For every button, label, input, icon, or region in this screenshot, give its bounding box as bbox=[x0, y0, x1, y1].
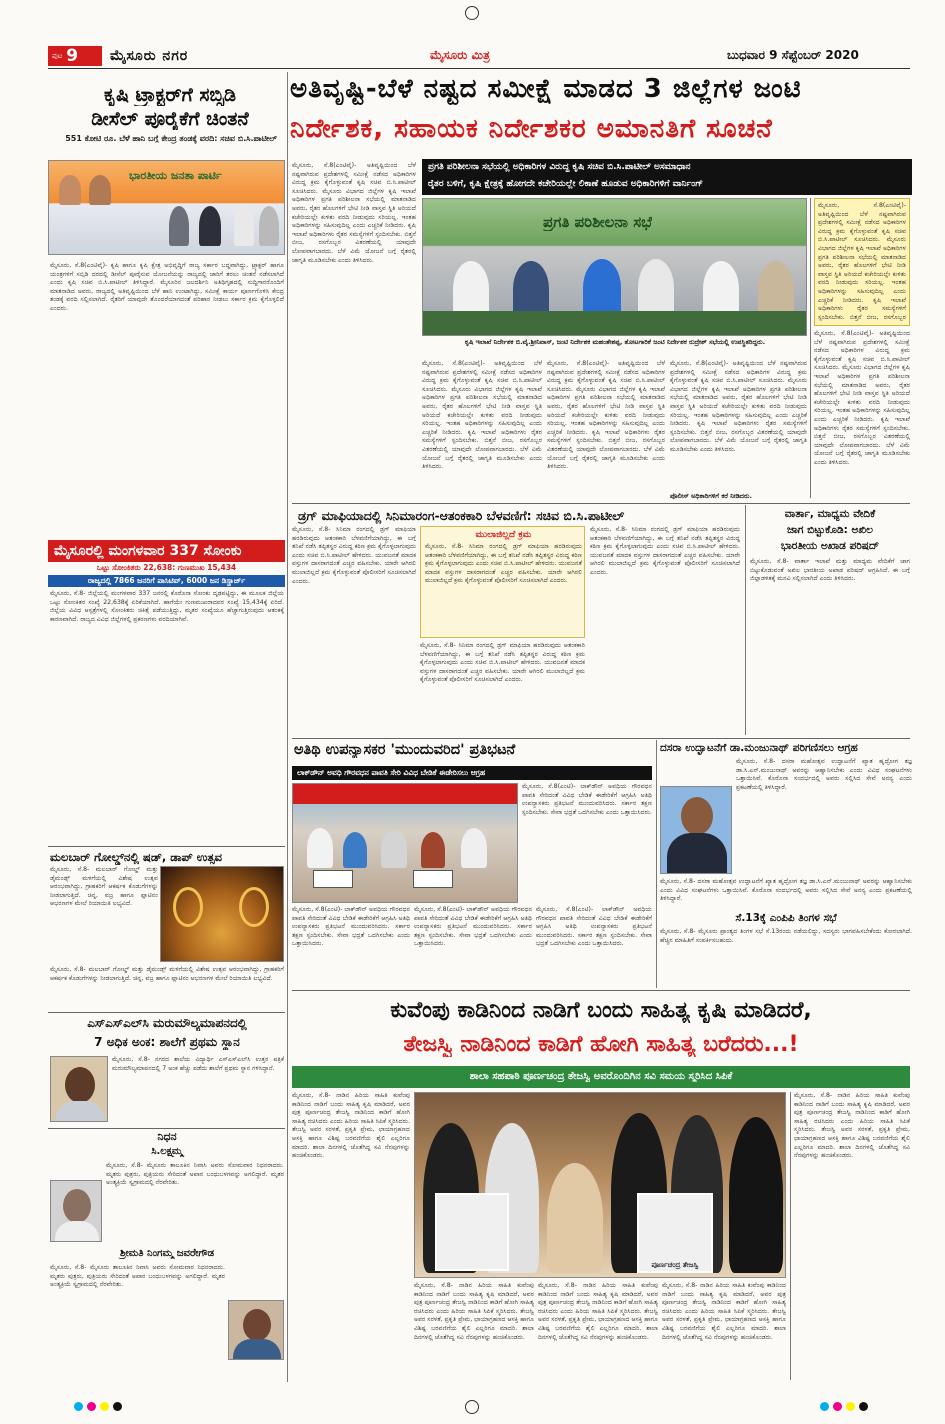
guest-sub-bar bbox=[292, 766, 652, 780]
lead-story-col4: ಮೈಸೂರು, ಸೆ.8(ಎಂಟಿವೈ)- ಅತಿವೃಷ್ಟಿಯಿಂದ ಬೆಳೆ ನಷ್ಟವಾಗಿರುವ ಪ್ರದೇಶಗಳಲ್ಲಿ ಸಮೀಕ್ಷೆ ನಡೆಸದ ಅಧಿಕಾರಿಗಳ ವಿರುದ್ಧ ಕ್ರಮ ಕೈಗೊಳ್ಳುವಂತೆ ಕೃಷಿ ಸಚಿವ ಬಿ.ಸಿ.ಪಾಟೀಲ್ ಸೂಚಿಸಿದರು. ಮೈಸೂರು ವಿಭಾಗದ ಜಿಲ್ಲೆಗಳ ಕೃಷಿ ಇಲಾಖೆ ಅಧಿಕಾರಿಗಳ ಪ್ರಗತಿ ಪರಿಶೀಲನಾ ಸಭೆಯಲ್ಲಿ ಮಾತನಾಡಿದ ಅವರು, ರೈತರ ಹೊಲಗಳಿಗೆ ಭೇಟಿ ನೀಡಿ ವಾಸ್ತವ ಸ್ಥಿತಿ ಅರಿಯದೆ ಕಚೇರಿಯಲ್ಲೇ ಕುಳಿತು ವರದಿ ನೀಡುವುದು ಸರಿಯಲ್ಲ. ಇಂತಹ ಅಧಿಕಾರಿಗಳನ್ನು ಸಹಿಸುವುದಿಲ್ಲ ಎಂದು ಎಚ್ಚರಿಕೆ ನೀಡಿದರು. ಕೃಷಿ ಇಲಾಖೆ ಅಧಿಕಾರಿಗಳು ರೈತರ ಸಮಸ್ಯೆಗಳಿಗೆ ಸ್ಪಂದಿಸಬೇಕು. ಬಿತ್ತನೆ ಬೀಜ, ರಸಗೊಬ್ಬರ ವಿತರಣೆಯಲ್ಲಿ ಯಾವುದೇ ಲೋಪವಾಗಬಾರದು. ಬೆಳೆ ವಿಮೆ ಯೋಜನೆ ಬಗ್ಗೆ ರೈತರಲ್ಲಿ ಜಾಗೃತಿ ಮೂಡಿಸಬೇಕು ಎಂದು ತಿಳಿಸಿದರು. bbox=[670, 360, 807, 453]
covid-stats-1: ಒಟ್ಟು ಸೋಂಕಿತರು 22,638: ಗುಣಮುಖ 15,434 bbox=[96, 563, 237, 572]
drugs-quote-box bbox=[420, 526, 585, 638]
drugs-quote-title: ಮುಲಾಜಿಲ್ಲದೆ ಕ್ರಮ bbox=[475, 530, 532, 540]
lead-bullet-2: ರೈತರ ಬಳಿಗೆ, ಕೃಷಿ ಕ್ಷೇತ್ರಕ್ಕೆ ಹೋಗದೇ ಕಚೇರಿಯಲ್ಲೇ ಲಿಕಾಣೆ ಹೂಡುವ ಅಧಿಕಾರಿಗಳಿಗೆ ವಾರ್ನಿಂಗ್ bbox=[428, 179, 703, 189]
tractor-story: ಮೈಸೂರು, ಸೆ.8(ಎಂಟಿವೈ)- ಕೃಷಿ ಹಾಗೂ ಕೃಷಿ ಕ್ಷೇತ್ರ ಅಭಿವೃದ್ಧಿಗೆ ರಾಜ್ಯ ಸರ್ಕಾರ ಬದ್ಧವಾಗಿದ್ದು, ಟ್ರ್ಯಾಕ್ಟರ್ ಹಾಗೂ ಯಂತ್ರಗಳಿಗೆ ಸಬ್ಸಿಡಿ ದರದಲ್ಲಿ ಡೀಸೆಲ್ ಪೂರೈಸುವ ಯೋಜನೆಯನ್ನು ರಾಜ್ಯದಲ್ಲಿ ಜಾರಿಗೆ ತರಲು ಚಿಂತನೆ ನಡೆಸಲಾಗಿದೆ ಎಂದು ಕೃಷಿ ಸಚಿವ ಬಿ.ಸಿ.ಪಾಟೀಲ್ ತಿಳಿಸಿದ್ದಾರೆ. ಮೈಸೂರಿನ ಜಲದರ್ಶಿನಿ ಅತಿಥಿಗೃಹದಲ್ಲಿ ಸುದ್ದಿಗಾರರೊಂದಿಗೆ ಮಾತನಾಡಿದ ಅವರು, ರಾಜ್ಯದಲ್ಲಿ ಅತಿವೃಷ್ಟಿಯಿಂದ ಬೆಳೆ ಹಾನಿ ಉಂಟಾಗಿದ್ದು, ಸಮೀಕ್ಷೆ ಕಾರ್ಯ ಪೂರ್ಣಗೊಳಿಸಿ ಕೇಂದ್ರ ತಂಡಕ್ಕೆ ವರದಿ ಸಲ್ಲಿಸಲಾಗಿದೆ. ರೈತರಿಗೆ ಯಾವುದೇ ತೊಂದರೆಯಾಗದಂತೆ ಪರಿಹಾರ ನೀಡಲು ಸರ್ಕಾರ ಕ್ರಮ ಕೈಗೊಳ್ಳಲಿದೆ ಎಂದರು. bbox=[50, 262, 284, 312]
color-calibration-bar-left bbox=[74, 1402, 122, 1411]
hatred-headline-3: ಭಾರತೀಯ ಅಖಾಡ ಪರಿಷದ್ bbox=[780, 540, 880, 552]
tractor-subhead: 551 ಕೋಟಿ ರೂ. ಬೆಳೆ ಹಾನಿ ಬಗ್ಗೆ ಕೇಂದ್ರ ತಂಡಕ್ಕೆ ವರದಿ: ಸಚಿವ ಬಿ.ಸಿ.ಪಾಟೀಲ್ bbox=[65, 134, 277, 143]
person-figure bbox=[758, 261, 794, 317]
obituary-body bbox=[233, 1339, 281, 1360]
lead-bullets-bar bbox=[422, 159, 912, 195]
color-calibration-dot-icon bbox=[833, 1402, 842, 1411]
divider bbox=[48, 846, 285, 847]
page-number-badge bbox=[48, 46, 102, 66]
bjp-press-photo bbox=[48, 160, 285, 255]
color-calibration-dot-icon bbox=[859, 1402, 868, 1411]
lead-bullet-1: ಪ್ರಗತಿ ಪರಿಶೀಲನಾ ಸಭೆಯಲ್ಲಿ ಅಧಿಕಾರಿಗಳ ವಿರುದ್ಧ ಕೃಷಿ ಸಚಿವ ಬಿ.ಸಿ.ಪಾಟೀಲ್ ಅಸಮಾಧಾನ bbox=[428, 162, 691, 172]
person-figure bbox=[259, 206, 279, 246]
dasara-story: ಮೈಸೂರು, ಸೆ.8- ದಸರಾ ಮಹೋತ್ಸವ ಉದ್ಘಾಟನೆಗೆ ಖ್ಯಾತ ಹೃದ್ರೋಗ ತಜ್ಞ ಡಾ.ಸಿ.ಎನ್.ಮಂಜುನಾಥ್ ಅವರನ್ನು ಆಹ್ವಾನಿಸಬೇಕು ಎಂದು ವಿವಿಧ ಸಂಘಟನೆಗಳು ಒತ್ತಾಯಿಸಿವೆ. ಕೊರೊನಾ ಸಂದರ್ಭದಲ್ಲಿ ಅವರು ಸಲ್ಲಿಸಿದ ಸೇವೆ ಅನನ್ಯ ಎಂದು ಪ್ರಕಟಣೆಯಲ್ಲಿ ತಿಳಿಸಿದ್ದಾರೆ. bbox=[736, 758, 912, 791]
column-rule bbox=[745, 505, 746, 735]
hatred-headline-2: ಜಾಗ ಬಿಟ್ಟುಕೊಡಿ: ಅಖಿಲ bbox=[787, 524, 873, 536]
color-calibration-dot-icon bbox=[87, 1402, 96, 1411]
drugs-story-col1: ಮೈಸೂರು, ಸೆ.8- ಸಿನಿಮಾ ರಂಗದಲ್ಲಿ ಡ್ರಗ್ ಮಾಫಿಯಾ ಹರಡಿರುವುದು ಆತಂಕಕಾರಿ ಬೆಳವಣಿಗೆಯಾಗಿದ್ದು, ಈ ಬಗ್ಗೆ ತನಿಖೆ ನಡೆಸಿ ತಪ್ಪಿತಸ್ಥರ ವಿರುದ್ಧ ಕಠಿಣ ಕ್ರಮ ಕೈಗೊಳ್ಳಲಾಗುವುದು ಎಂದು ಸಚಿವ ಬಿ.ಸಿ.ಪಾಟೀಲ್ ಹೇಳಿದರು. ಯುವಜನತೆ ಮಾದಕ ವಸ್ತುಗಳ ದಾಸರಾಗದಂತೆ ಎಚ್ಚರ ವಹಿಸಬೇಕು. ಯಾರೇ ಆಗಿರಲಿ ಮುಲಾಜಿಲ್ಲದೆ ಕ್ರಮ ಕೈಗೊಳ್ಳುವಂತೆ ಪೊಲೀಸರಿಗೆ ಸೂಚಿಸಲಾಗಿದೆ ಎಂದರು. bbox=[292, 526, 416, 585]
color-calibration-dot-icon bbox=[74, 1402, 83, 1411]
person-figure bbox=[547, 1163, 603, 1273]
registration-mark-icon bbox=[465, 6, 479, 20]
person-figure bbox=[381, 830, 407, 868]
column-rule bbox=[790, 1092, 791, 1380]
guest-story-col3: ಮೈಸೂರು, ಸೆ.8(ಎಂಟಿ)- ಲಾಕ್‌ಡೌನ್ ಅವಧಿಯ ಗೌರವಧನ ಪಾವತಿ ಸೇರಿದಂತೆ ವಿವಿಧ ಬೇಡಿಕೆ ಈಡೇರಿಕೆಗೆ ಆಗ್ರಹಿಸಿ ಅತಿಥಿ ಉಪನ್ಯಾಸಕರು ಪ್ರತಿಭಟನೆ ಮುಂದುವರಿಸಿದರು. ಸರ್ಕಾರ ತಕ್ಷಣ ಸ್ಪಂದಿಸಬೇಕು. ಸೇವಾ ಭದ್ರತೆ ಒದಗಿಸಬೇಕು ಎಂದು ಒತ್ತಾಯಿಸಿದರು. bbox=[414, 906, 532, 948]
tractor-headline-1: ಕೃಷಿ ಟ್ರ್ಯಾಕ್ಟರ್‌ಗೆ ಸಬ್ಸಿಡಿ bbox=[104, 84, 236, 106]
kuvempu-story-col4: ಮೈಸೂರು, ಸೆ.8- ನಾಡಿನ ಹಿರಿಯ ಸಾಹಿತಿ ಕುವೆಂಪು ಕಾಡಿನಿಂದ ನಾಡಿಗೆ ಬಂದು ಸಾಹಿತ್ಯ ಕೃಷಿ ಮಾಡಿದರೆ, ಅವರ ಪುತ್ರ ಪೂರ್ಣಚಂದ್ರ ತೇಜಸ್ವಿ ನಾಡಿನಿಂದ ಕಾಡಿಗೆ ಹೋಗಿ ಸಾಹಿತ್ಯ ರಚಿಸಿದರು ಎಂದು ಹಿರಿಯ ಸಾಹಿತಿ ಸಿಪಿಕೆ ಸ್ಮರಿಸಿದರು. ತೇಜಸ್ವಿ ಅವರ ಸರಳತೆ, ಪ್ರಕೃತಿ ಪ್ರೇಮ, ಛಾಯಾಗ್ರಹಣದ ಆಸಕ್ತಿ ಹಾಗೂ ವಿಶಿಷ್ಟ ಬರವಣಿಗೆಯ ಶೈಲಿ ಎಲ್ಲರಿಗೂ ಮಾದರಿ. ಶಾಲಾ ದಿನಗಳಲ್ಲಿ ಜೊತೆಗಿದ್ದ ಸವಿ ನೆನಪುಗಳನ್ನು ಹಂಚಿಕೊಂಡರು. bbox=[662, 1282, 786, 1341]
divider bbox=[48, 1128, 285, 1129]
lead-story-endnote: ಪೊಲೀಸ್ ಅಧಿಕಾರಿಗಳಿಗೆ ಕರೆ ನೀಡಿದರು. bbox=[670, 492, 752, 500]
dasara-headline: ದಸರಾ ಉದ್ಘಾಟನೆಗೆ ಡಾ.ಮಂಜುನಾಥ್ ಪರಿಗಣಿಸಲು ಆಗ್ರಹ bbox=[660, 742, 858, 754]
divider bbox=[292, 738, 910, 739]
lead-headline-line1: ಅತಿವೃಷ್ಟಿ-ಬೆಳೆ ನಷ್ಟದ ಸಮೀಕ್ಷೆ ಮಾಡದ 3 ಜಿಲ್ಲೆಗಳ ಜಂಟಿ bbox=[290, 74, 802, 104]
meeting-table bbox=[423, 311, 807, 336]
person-figure bbox=[453, 261, 489, 317]
obituary-title: ನಿಧನ bbox=[157, 1130, 177, 1143]
lead-story-col3: ಮೈಸೂರು, ಸೆ.8(ಎಂಟಿವೈ)- ಅತಿವೃಷ್ಟಿಯಿಂದ ಬೆಳೆ ನಷ್ಟವಾಗಿರುವ ಪ್ರದೇಶಗಳಲ್ಲಿ ಸಮೀಕ್ಷೆ ನಡೆಸದ ಅಧಿಕಾರಿಗಳ ವಿರುದ್ಧ ಕ್ರಮ ಕೈಗೊಳ್ಳುವಂತೆ ಕೃಷಿ ಸಚಿವ ಬಿ.ಸಿ.ಪಾಟೀಲ್ ಸೂಚಿಸಿದರು. ಮೈಸೂರು ವಿಭಾಗದ ಜಿಲ್ಲೆಗಳ ಕೃಷಿ ಇಲಾಖೆ ಅಧಿಕಾರಿಗಳ ಪ್ರಗತಿ ಪರಿಶೀಲನಾ ಸಭೆಯಲ್ಲಿ ಮಾತನಾಡಿದ ಅವರು, ರೈತರ ಹೊಲಗಳಿಗೆ ಭೇಟಿ ನೀಡಿ ವಾಸ್ತವ ಸ್ಥಿತಿ ಅರಿಯದೆ ಕಚೇರಿಯಲ್ಲೇ ಕುಳಿತು ವರದಿ ನೀಡುವುದು ಸರಿಯಲ್ಲ. ಇಂತಹ ಅಧಿಕಾರಿಗಳನ್ನು ಸಹಿಸುವುದಿಲ್ಲ ಎಂದು ಎಚ್ಚರಿಕೆ ನೀಡಿದರು. ಕೃಷಿ ಇಲಾಖೆ ಅಧಿಕಾರಿಗಳು ರೈತರ ಸಮಸ್ಯೆಗಳಿಗೆ ಸ್ಪಂದಿಸಬೇಕು. ಬಿತ್ತನೆ ಬೀಜ, ರಸಗೊಬ್ಬರ ವಿತರಣೆಯಲ್ಲಿ ಯಾವುದೇ ಲೋಪವಾಗಬಾರದು. ಬೆಳೆ ವಿಮೆ ಯೋಜನೆ ಬಗ್ಗೆ ರೈತರಲ್ಲಿ ಜಾಗೃತಿ ಮೂಡಿಸಬೇಕು ಎಂದು ತಿಳಿಸಿದರು. bbox=[547, 360, 665, 471]
page-number: 9 bbox=[66, 46, 79, 66]
bjp-banner-text: ಭಾರತೀಯ ಜನತಾ ಪಾರ್ಟಿ bbox=[129, 169, 222, 182]
column-rule bbox=[656, 740, 657, 988]
drugs-story-col2: ಮೈಸೂರು, ಸೆ.8- ಸಿನಿಮಾ ರಂಗದಲ್ಲಿ ಡ್ರಗ್ ಮಾಫಿಯಾ ಹರಡಿರುವುದು ಆತಂಕಕಾರಿ ಬೆಳವಣಿಗೆಯಾಗಿದ್ದು, ಈ ಬಗ್ಗೆ ತನಿಖೆ ನಡೆಸಿ ತಪ್ಪಿತಸ್ಥರ ವಿರುದ್ಧ ಕಠಿಣ ಕ್ರಮ ಕೈಗೊಳ್ಳಲಾಗುವುದು ಎಂದು ಸಚಿವ ಬಿ.ಸಿ.ಪಾಟೀಲ್ ಹೇಳಿದರು. ಯುವಜನತೆ ಮಾದಕ ವಸ್ತುಗಳ ದಾಸರಾಗದಂತೆ ಎಚ್ಚರ ವಹಿಸಬೇಕು. ಯಾರೇ ಆಗಿರಲಿ ಮುಲಾಜಿಲ್ಲದೆ ಕ್ರಮ ಕೈಗೊಳ್ಳುವಂತೆ ಪೊಲೀಸರಿಗೆ ಸೂಚಿಸಲಾಗಿದೆ ಎಂದರು. bbox=[420, 642, 585, 684]
kuvempu-story-col2: ಮೈಸೂರು, ಸೆ.8- ನಾಡಿನ ಹಿರಿಯ ಸಾಹಿತಿ ಕುವೆಂಪು ಕಾಡಿನಿಂದ ನಾಡಿಗೆ ಬಂದು ಸಾಹಿತ್ಯ ಕೃಷಿ ಮಾಡಿದರೆ, ಅವರ ಪುತ್ರ ಪೂರ್ಣಚಂದ್ರ ತೇಜಸ್ವಿ ನಾಡಿನಿಂದ ಕಾಡಿಗೆ ಹೋಗಿ ಸಾಹಿತ್ಯ ರಚಿಸಿದರು ಎಂದು ಹಿರಿಯ ಸಾಹಿತಿ ಸಿಪಿಕೆ ಸ್ಮರಿಸಿದರು. ತೇಜಸ್ವಿ ಅವರ ಸರಳತೆ, ಪ್ರಕೃತಿ ಪ್ರೇಮ, ಛಾಯಾಗ್ರಹಣದ ಆಸಕ್ತಿ ಹಾಗೂ ವಿಶಿಷ್ಟ ಬರವಣಿಗೆಯ ಶೈಲಿ ಎಲ್ಲರಿಗೂ ಮಾದರಿ. ಶಾಲಾ ದಿನಗಳಲ್ಲಿ ಜೊತೆಗಿದ್ದ ಸವಿ ನೆನಪುಗಳನ್ನು ಹಂಚಿಕೊಂಡರು. bbox=[414, 1282, 534, 1341]
obituary-2-photo bbox=[228, 1300, 284, 1360]
kuvempu-story-col3: ಮೈಸೂರು, ಸೆ.8- ನಾಡಿನ ಹಿರಿಯ ಸಾಹಿತಿ ಕುವೆಂಪು ಕಾಡಿನಿಂದ ನಾಡಿಗೆ ಬಂದು ಸಾಹಿತ್ಯ ಕೃಷಿ ಮಾಡಿದರೆ, ಅವರ ಪುತ್ರ ಪೂರ್ಣಚಂದ್ರ ತೇಜಸ್ವಿ ನಾಡಿನಿಂದ ಕಾಡಿಗೆ ಹೋಗಿ ಸಾಹಿತ್ಯ ರಚಿಸಿದರು ಎಂದು ಹಿರಿಯ ಸಾಹಿತಿ ಸಿಪಿಕೆ ಸ್ಮರಿಸಿದರು. ತೇಜಸ್ವಿ ಅವರ ಸರಳತೆ, ಪ್ರಕೃತಿ ಪ್ರೇಮ, ಛಾಯಾಗ್ರಹಣದ ಆಸಕ್ತಿ ಹಾಗೂ ವಿಶಿಷ್ಟ ಬರವಣಿಗೆಯ ಶೈಲಿ ಎಲ್ಲರಿಗೂ ಮಾದರಿ. ಶಾಲಾ ದಿನಗಳಲ್ಲಿ ಜೊತೆಗಿದ್ದ ಸವಿ ನೆನಪುಗಳನ್ನು ಹಂಚಿಕೊಂಡರು. bbox=[538, 1282, 658, 1341]
kuvempu-headline-2: ತೇಜಸ್ವಿ ನಾಡಿನಿಂದ ಕಾಡಿಗೆ ಹೋಗಿ ಸಾಹಿತ್ಯ ಬರೆದರು...! bbox=[403, 1032, 799, 1057]
person-figure bbox=[513, 261, 549, 317]
obituary-1-photo bbox=[50, 1180, 102, 1242]
section-title: ಮೈಸೂರು ನಗರ bbox=[110, 48, 189, 64]
person-figure bbox=[169, 206, 189, 246]
jewellery-piece bbox=[239, 887, 269, 927]
person-figure bbox=[59, 175, 81, 205]
person-figure bbox=[729, 1117, 783, 1273]
meeting-headline: ಸೆ.13ಕ್ಕೆ ಎಂಪಿಪಿ ತಿಂಗಳ ಸಭೆ bbox=[735, 912, 837, 924]
doctor-face bbox=[681, 797, 713, 835]
divider bbox=[292, 503, 910, 504]
lead-photo-caption: ಕೃಷಿ ಇಲಾಖೆ ನಿರ್ದೇಶಕ ಬಿ.ವೈ.ಶ್ರೀನಿವಾಸ್, ಜಂಟಿ ನಿರ್ದೇಶಕ ಮಹಂತೇಶಪ್ಪ, ತೋಟಗಾರಿಕೆ ಜಂಟಿ ನಿರ್ದೇಶಕ ರುದ್ರೇಶ್ ಸಭೆಯಲ್ಲಿ ಉಪಸ್ಥಿತರಿದ್ದರು. bbox=[464, 338, 766, 346]
paper-name: ಮೈಸೂರು ಮಿತ್ರ bbox=[430, 48, 490, 62]
protest-banner bbox=[293, 784, 518, 804]
covid-stats-2: ರಾಜ್ಯದಲ್ಲಿ 7866 ಜನರಿಗೆ ಪಾಸಿಟಿವ್, 6000 ಜನ ಡಿಸ್ಚಾರ್ಜ್ bbox=[48, 575, 285, 587]
tejasvi-event-photo bbox=[414, 1092, 786, 1278]
hatred-story: ಮೈಸೂರು, ಸೆ.8- ವಾರ್ತಾ ಇಲಾಖೆ ಮತ್ತು ಮಾಧ್ಯಮ ವೇದಿಕೆಗೆ ಜಾಗ ಬಿಟ್ಟುಕೊಡುವಂತೆ ಅಖಿಲ ಭಾರತೀಯ ಅಖಾಡ ಪರಿಷದ್ ಆಗ್ರಹಿಸಿದೆ. ಈ ಬಗ್ಗೆ ಜಿಲ್ಲಾಡಳಿತಕ್ಕೆ ಮನವಿ ಸಲ್ಲಿಸಲಾಗಿದೆ ಎಂದು ತಿಳಿಸಿದರು. bbox=[750, 558, 910, 583]
masthead bbox=[0, 0, 945, 66]
guest-story-col1: ಮೈಸೂರು, ಸೆ.8(ಎಂಟಿ)- ಲಾಕ್‌ಡೌನ್ ಅವಧಿಯ ಗೌರವಧನ ಪಾವತಿ ಸೇರಿದಂತೆ ವಿವಿಧ ಬೇಡಿಕೆ ಈಡೇರಿಕೆಗೆ ಆಗ್ರಹಿಸಿ ಅತಿಥಿ ಉಪನ್ಯಾಸಕರು ಪ್ರತಿಭಟನೆ ಮುಂದುವರಿಸಿದರು. ಸರ್ಕಾರ ತಕ್ಷಣ ಸ್ಪಂದಿಸಬೇಕು. ಸೇವಾ ಭದ್ರತೆ ಒದಗಿಸಬೇಕು ಎಂದು ಒತ್ತಾಯಿಸಿದರು. bbox=[522, 783, 652, 816]
column-rule bbox=[810, 198, 811, 498]
sslc-story: ಮೈಸೂರು, ಸೆ.8- ನಗರದ ಶಾಲೆಯ ವಿದ್ಯಾರ್ಥಿ ಎಸ್‌ಎಸ್‌ಎಲ್‌ಸಿ ಉತ್ತರ ಪತ್ರಿಕೆ ಮರುಮೌಲ್ಯಮಾಪನದಲ್ಲಿ 7 ಅಂಕ ಹೆಚ್ಚು ಪಡೆದು ಶಾಲೆಗೆ ಪ್ರಥಮ ಸ್ಥಾನ ಗಳಿಸಿದ್ದಾನೆ. bbox=[112, 1056, 284, 1072]
obituary-2-name: ಶ್ರೀಮತಿ ನಿಂಗಮ್ಮ ಜವರೇಗೌಡ bbox=[119, 1248, 215, 1259]
malabar-story-cont: ಮೈಸೂರು, ಸೆ.8- ಮಲಬಾರ್ ಗೋಲ್ಡ್ ಮತ್ತು ಡೈಮಂಡ್ಸ್ ಮಳಿಗೆಯಲ್ಲಿ ವಿಶೇಷ ಉತ್ಸವ ಆರಂಭವಾಗಿದ್ದು, ಗ್ರಾಹಕರಿಗೆ ಆಕರ್ಷಕ ಕೊಡುಗೆಗಳನ್ನು ನೀಡಲಾಗುತ್ತಿದೆ. ಚಿನ್ನ, ವಜ್ರ ಹಾಗೂ ಪ್ಲಾಟಿನಂ ಆಭರಣಗಳ ಮೇಲೆ ರಿಯಾಯಿತಿ ಲಭ್ಯವಿದೆ. bbox=[50, 966, 284, 982]
lead-story-col2: ಮೈಸೂರು, ಸೆ.8(ಎಂಟಿವೈ)- ಅತಿವೃಷ್ಟಿಯಿಂದ ಬೆಳೆ ನಷ್ಟವಾಗಿರುವ ಪ್ರದೇಶಗಳಲ್ಲಿ ಸಮೀಕ್ಷೆ ನಡೆಸದ ಅಧಿಕಾರಿಗಳ ವಿರುದ್ಧ ಕ್ರಮ ಕೈಗೊಳ್ಳುವಂತೆ ಕೃಷಿ ಸಚಿವ ಬಿ.ಸಿ.ಪಾಟೀಲ್ ಸೂಚಿಸಿದರು. ಮೈಸೂರು ವಿಭಾಗದ ಜಿಲ್ಲೆಗಳ ಕೃಷಿ ಇಲಾಖೆ ಅಧಿಕಾರಿಗಳ ಪ್ರಗತಿ ಪರಿಶೀಲನಾ ಸಭೆಯಲ್ಲಿ ಮಾತನಾಡಿದ ಅವರು, ರೈತರ ಹೊಲಗಳಿಗೆ ಭೇಟಿ ನೀಡಿ ವಾಸ್ತವ ಸ್ಥಿತಿ ಅರಿಯದೆ ಕಚೇರಿಯಲ್ಲೇ ಕುಳಿತು ವರದಿ ನೀಡುವುದು ಸರಿಯಲ್ಲ. ಇಂತಹ ಅಧಿಕಾರಿಗಳನ್ನು ಸಹಿಸುವುದಿಲ್ಲ ಎಂದು ಎಚ್ಚರಿಕೆ ನೀಡಿದರು. ಕೃಷಿ ಇಲಾಖೆ ಅಧಿಕಾರಿಗಳು ರೈತರ ಸಮಸ್ಯೆಗಳಿಗೆ ಸ್ಪಂದಿಸಬೇಕು. ಬಿತ್ತನೆ ಬೀಜ, ರಸಗೊಬ್ಬರ ವಿತರಣೆಯಲ್ಲಿ ಯಾವುದೇ ಲೋಪವಾಗಬಾರದು. ಬೆಳೆ ವಿಮೆ ಯೋಜನೆ ಬಗ್ಗೆ ರೈತರಲ್ಲಿ ಜಾಗೃತಿ ಮೂಡಿಸಬೇಕು ಎಂದು ತಿಳಿಸಿದರು. bbox=[422, 360, 542, 471]
lead-story-col5: ಮೈಸೂರು, ಸೆ.8(ಎಂಟಿವೈ)- ಅತಿವೃಷ್ಟಿಯಿಂದ ಬೆಳೆ ನಷ್ಟವಾಗಿರುವ ಪ್ರದೇಶಗಳಲ್ಲಿ ಸಮೀಕ್ಷೆ ನಡೆಸದ ಅಧಿಕಾರಿಗಳ ವಿರುದ್ಧ ಕ್ರಮ ಕೈಗೊಳ್ಳುವಂತೆ ಕೃಷಿ ಸಚಿವ ಬಿ.ಸಿ.ಪಾಟೀಲ್ ಸೂಚಿಸಿದರು. ಮೈಸೂರು ವಿಭಾಗದ ಜಿಲ್ಲೆಗಳ ಕೃಷಿ ಇಲಾಖೆ ಅಧಿಕಾರಿಗಳ ಪ್ರಗತಿ ಪರಿಶೀಲನಾ ಸಭೆಯಲ್ಲಿ ಮಾತನಾಡಿದ ಅವರು, ರೈತರ ಹೊಲಗಳಿಗೆ ಭೇಟಿ ನೀಡಿ ವಾಸ್ತವ ಸ್ಥಿತಿ ಅರಿಯದೆ ಕಚೇರಿಯಲ್ಲೇ ಕುಳಿತು ವರದಿ ನೀಡುವುದು ಸರಿಯಲ್ಲ. ಇಂತಹ ಅಧಿಕಾರಿಗಳನ್ನು ಸಹಿಸುವುದಿಲ್ಲ ಎಂದು ಎಚ್ಚರಿಕೆ ನೀಡಿದರು. ಕೃಷಿ ಇಲಾಖೆ ಅಧಿಕಾರಿಗಳು ರೈತರ ಸಮಸ್ಯೆಗಳಿಗೆ ಸ್ಪಂದಿಸಬೇಕು. ಬಿತ್ತನೆ ಬೀಜ, ರಸಗೊಬ್ಬರ ವಿತರಣೆಯಲ್ಲಿ ಯಾವುದೇ ಲೋಪವಾಗಬಾರದು. ಬೆಳೆ ವಿಮೆ ಯೋಜನೆ ಬಗ್ಗೆ ರೈತರಲ್ಲಿ ಜಾಗೃತಿ ಮೂಡಿಸಬೇಕು ಎಂದು ತಿಳಿಸಿದರು. bbox=[814, 330, 910, 466]
jewellery-piece bbox=[173, 887, 203, 927]
portrait-frame bbox=[435, 1193, 509, 1271]
person-figure bbox=[638, 259, 674, 317]
divider bbox=[292, 990, 910, 991]
column-rule bbox=[287, 72, 288, 1382]
covid-headline: ಮೈಸೂರಲ್ಲಿ ಮಂಗಳವಾರ 337 ಸೋಂಕು bbox=[54, 543, 242, 559]
malabar-headline: ಮಲಬಾರ್ ಗೋಲ್ಡ್‌ನಲ್ಲಿ ಷಡ್, ಡಾಪ್ ಉತ್ಸವ bbox=[50, 850, 222, 864]
obituary-1-name: ಸಿ.ಲಕ್ಷ್ಮಮ್ಮ bbox=[151, 1146, 183, 1157]
sslc-headline-1: ಎಸ್‌ಎಸ್‌ಎಲ್‌ಸಿ ಮರುಮೌಲ್ಯಮಾಪನದಲ್ಲಿ bbox=[87, 1016, 247, 1030]
lead-highlight-box bbox=[814, 198, 910, 326]
drugs-headline: ಡ್ರಗ್ ಮಾಫಿಯಾದಲ್ಲಿ ಸಿನಿಮಾರಂಗ-ಆತಂಕಕಾರಿ ಬೆಳವಣಿಗೆ: ಸಚಿವ ಬಿ.ಸಿ.ಪಾಟೀಲ್ bbox=[298, 508, 625, 523]
person-figure bbox=[583, 259, 621, 317]
jewellery-photo bbox=[160, 866, 284, 962]
kuvempu-story-col5: ಮೈಸೂರು, ಸೆ.8- ನಾಡಿನ ಹಿರಿಯ ಸಾಹಿತಿ ಕುವೆಂಪು ಕಾಡಿನಿಂದ ನಾಡಿಗೆ ಬಂದು ಸಾಹಿತ್ಯ ಕೃಷಿ ಮಾಡಿದರೆ, ಅವರ ಪುತ್ರ ಪೂರ್ಣಚಂದ್ರ ತೇಜಸ್ವಿ ನಾಡಿನಿಂದ ಕಾಡಿಗೆ ಹೋಗಿ ಸಾಹಿತ್ಯ ರಚಿಸಿದರು ಎಂದು ಹಿರಿಯ ಸಾಹಿತಿ ಸಿಪಿಕೆ ಸ್ಮರಿಸಿದರು. ತೇಜಸ್ವಿ ಅವರ ಸರಳತೆ, ಪ್ರಕೃತಿ ಪ್ರೇಮ, ಛಾಯಾಗ್ರಹಣದ ಆಸಕ್ತಿ ಹಾಗೂ ವಿಶಿಷ್ಟ ಬರವಣಿಗೆಯ ಶೈಲಿ ಎಲ್ಲರಿಗೂ ಮಾದರಿ. ಶಾಲಾ ದಿನಗಳಲ್ಲಿ ಜೊತೆಗಿದ್ದ ಸವಿ ನೆನಪುಗಳನ್ನು ಹಂಚಿಕೊಂಡರು. bbox=[794, 1092, 910, 1160]
protest-placard bbox=[313, 870, 353, 888]
person-figure bbox=[343, 832, 367, 868]
issue-date: ಬುಧವಾರ 9 ಸೆಪ್ಟೆಂಬರ್ 2020 bbox=[727, 48, 859, 62]
person-figure bbox=[89, 175, 111, 205]
color-calibration-dot-icon bbox=[820, 1402, 829, 1411]
student-face bbox=[65, 1067, 95, 1103]
color-calibration-dot-icon bbox=[113, 1402, 122, 1411]
obituary-face bbox=[243, 1309, 271, 1341]
masthead-rule bbox=[48, 68, 910, 69]
kuvempu-story-col1: ಮೈಸೂರು, ಸೆ.8- ನಾಡಿನ ಹಿರಿಯ ಸಾಹಿತಿ ಕುವೆಂಪು ಕಾಡಿನಿಂದ ನಾಡಿಗೆ ಬಂದು ಸಾಹಿತ್ಯ ಕೃಷಿ ಮಾಡಿದರೆ, ಅವರ ಪುತ್ರ ಪೂರ್ಣಚಂದ್ರ ತೇಜಸ್ವಿ ನಾಡಿನಿಂದ ಕಾಡಿಗೆ ಹೋಗಿ ಸಾಹಿತ್ಯ ರಚಿಸಿದರು ಎಂದು ಹಿರಿಯ ಸಾಹಿತಿ ಸಿಪಿಕೆ ಸ್ಮರಿಸಿದರು. ತೇಜಸ್ವಿ ಅವರ ಸರಳತೆ, ಪ್ರಕೃತಿ ಪ್ರೇಮ, ಛಾಯಾಗ್ರಹಣದ ಆಸಕ್ತಿ ಹಾಗೂ ವಿಶಿಷ್ಟ ಬರವಣಿಗೆಯ ಶೈಲಿ ಎಲ್ಲರಿಗೂ ಮಾದರಿ. ಶಾಲಾ ದಿನಗಳಲ್ಲಿ ಜೊತೆಗಿದ್ದ ಸವಿ ನೆನಪುಗಳನ್ನು ಹಂಚಿಕೊಂಡರು. bbox=[292, 1092, 410, 1160]
person-figure bbox=[234, 206, 254, 246]
page-label: ಪುಟ bbox=[52, 51, 63, 60]
person-figure bbox=[421, 832, 445, 868]
protest-placard bbox=[413, 870, 453, 888]
guest-subhead: ಲಾಕ್‌ಡೌನ್ ಅವಧಿ ಗೌರವಧನ ಪಾವತಿ ಸೇರಿ ವಿವಿಧ ಬೇಡಿಕೆ ಈಡೇರಿಸಲು ಆಗ್ರಹ bbox=[297, 768, 486, 777]
protest-photo bbox=[292, 783, 518, 903]
divider bbox=[48, 1012, 285, 1013]
person-figure bbox=[461, 828, 487, 868]
guest-story-col4: ಮೈಸೂರು, ಸೆ.8(ಎಂಟಿ)- ಲಾಕ್‌ಡೌನ್ ಅವಧಿಯ ಗೌರವಧನ ಪಾವತಿ ಸೇರಿದಂತೆ ವಿವಿಧ ಬೇಡಿಕೆ ಈಡೇರಿಕೆಗೆ ಆಗ್ರಹಿಸಿ ಅತಿಥಿ ಉಪನ್ಯಾಸಕರು ಪ್ರತಿಭಟನೆ ಮುಂದುವರಿಸಿದರು. ಸರ್ಕಾರ ತಕ್ಷಣ ಸ್ಪಂದಿಸಬೇಕು. ಸೇವಾ ಭದ್ರತೆ ಒದಗಿಸಬೇಕು ಎಂದು ಒತ್ತಾಯಿಸಿದರು. bbox=[536, 906, 652, 948]
guest-headline: ಅತಿಥಿ ಉಪನ್ಯಾಸಕರ 'ಮುಂದುವರಿದ' ಪ್ರತಿಭಟನೆ bbox=[294, 742, 516, 758]
lead-highlight-text: ಮೈಸೂರು, ಸೆ.8(ಎಂಟಿವೈ)- ಅತಿವೃಷ್ಟಿಯಿಂದ ಬೆಳೆ ನಷ್ಟವಾಗಿರುವ ಪ್ರದೇಶಗಳಲ್ಲಿ ಸಮೀಕ್ಷೆ ನಡೆಸದ ಅಧಿಕಾರಿಗಳ ವಿರುದ್ಧ ಕ್ರಮ ಕೈಗೊಳ್ಳುವಂತೆ ಕೃಷಿ ಸಚಿವ ಬಿ.ಸಿ.ಪಾಟೀಲ್ ಸೂಚಿಸಿದರು. ಮೈಸೂರು ವಿಭಾಗದ ಜಿಲ್ಲೆಗಳ ಕೃಷಿ ಇಲಾಖೆ ಅಧಿಕಾರಿಗಳ ಪ್ರಗತಿ ಪರಿಶೀಲನಾ ಸಭೆಯಲ್ಲಿ ಮಾತನಾಡಿದ ಅವರು, ರೈತರ ಹೊಲಗಳಿಗೆ ಭೇಟಿ ನೀಡಿ ವಾಸ್ತವ ಸ್ಥಿತಿ ಅರಿಯದೆ ಕಚೇರಿಯಲ್ಲೇ ಕುಳಿತು ವರದಿ ನೀಡುವುದು ಸರಿಯಲ್ಲ. ಇಂತಹ ಅಧಿಕಾರಿಗಳನ್ನು ಸಹಿಸುವುದಿಲ್ಲ ಎಂದು ಎಚ್ಚರಿಕೆ ನೀಡಿದರು. ಕೃಷಿ ಇಲಾಖೆ ಅಧಿಕಾರಿಗಳು ರೈತರ ಸಮಸ್ಯೆಗಳಿಗೆ ಸ್ಪಂದಿಸಬೇಕು. ಬಿತ್ತನೆ ಬೀಜ, ರಸಗೊಬ್ಬರ bbox=[818, 202, 906, 321]
portrait-caption: ಪೂರ್ಣಚಂದ್ರ ತೇಜಸ್ವಿ bbox=[651, 1261, 699, 1269]
obituary-1-text: ಮೈಸೂರು, ಸೆ.8- ಮೈಸೂರು ತಾಲೂಕಿನ ನಿವಾಸಿ ಅವರು ಸೋಮವಾರ ನಿಧನರಾದರು. ಮೃತರು ಪುತ್ರರು, ಪುತ್ರಿಯರು ಸೇರಿದಂತೆ ಅಪಾರ ಬಂಧುಬಳಗವನ್ನು ಅಗಲಿದ್ದಾರೆ. ಮೃತರ ಅಂತ್ಯಕ್ರಿಯೆ ಸ್ವಗ್ರಾಮದಲ್ಲಿ ನೆರವೇರಿತು. bbox=[106, 1162, 284, 1187]
obituary-face bbox=[63, 1189, 91, 1223]
kuvempu-strip-text: ಶಾಲಾ ಸಹಪಾಠಿ ಪೂರ್ಣಚಂದ್ರ ತೇಜಸ್ವಿ ಅವರೊಂದಿಗಿನ ಸವಿ ಸಮಯ ಸ್ಮರಿಸಿದ ಸಿಪಿಕೆ bbox=[469, 1071, 733, 1082]
obituary-body bbox=[55, 1221, 99, 1242]
hatred-headline-1: ವಾರ್ತಾ, ಮಾಧ್ಯಮ ವೇದಿಕೆ bbox=[784, 508, 876, 520]
lead-meeting-photo bbox=[422, 198, 807, 336]
student-photo bbox=[50, 1056, 108, 1122]
meeting-banner-text: ಪ್ರಗತಿ ಪರಿಶೀಲನಾ ಸಭೆ bbox=[543, 213, 653, 231]
doctor-coat bbox=[667, 833, 727, 874]
color-calibration-bar-right bbox=[820, 1402, 868, 1411]
person-figure bbox=[199, 206, 221, 246]
color-calibration-dot-icon bbox=[100, 1402, 109, 1411]
kuvempu-headline-1: ಕುವೆಂಪು ಕಾಡಿನಿಂದ ನಾಡಿಗೆ ಬಂದು ಸಾಹಿತ್ಯ ಕೃಷಿ ಮಾಡಿದರೆ, bbox=[390, 998, 812, 1023]
meeting-story: ಮೈಸೂರು, ಸೆ.8- ಮೈಸೂರು ಪ್ರಾಂತ್ಯದ ತಿಂಗಳ ಸಭೆ ಸೆ.13ರಂದು ನಡೆಯಲಿದ್ದು, ಸದಸ್ಯರು ಭಾಗವಹಿಸಬೇಕೆಂದು ಕೋರಲಾಗಿದೆ. ಹೆಚ್ಚಿನ ಮಾಹಿತಿಗೆ ಸಂಪರ್ಕಿಸಬಹುದು. bbox=[660, 928, 912, 944]
color-calibration-dot-icon bbox=[846, 1402, 855, 1411]
malabar-story: ಮೈಸೂರು, ಸೆ.8- ಮಲಬಾರ್ ಗೋಲ್ಡ್ ಮತ್ತು ಡೈಮಂಡ್ಸ್ ಮಳಿಗೆಯಲ್ಲಿ ವಿಶೇಷ ಉತ್ಸವ ಆರಂಭವಾಗಿದ್ದು, ಗ್ರಾಹಕರಿಗೆ ಆಕರ್ಷಕ ಕೊಡುಗೆಗಳನ್ನು ನೀಡಲಾಗುತ್ತಿದೆ. ಚಿನ್ನ, ವಜ್ರ ಹಾಗೂ ಪ್ಲಾಟಿನಂ ಆಭರಣಗಳ ಮೇಲೆ ರಿಯಾಯಿತಿ ಲಭ್ಯವಿದೆ. bbox=[50, 866, 158, 908]
covid-headline-bar bbox=[48, 540, 285, 562]
covid-story: ಮೈಸೂರು, ಸೆ.8- ಜಿಲ್ಲೆಯಲ್ಲಿ ಮಂಗಳವಾರ 337 ಜನರಲ್ಲಿ ಕೊರೊನಾ ಸೋಂಕು ದೃಢಪಟ್ಟಿದ್ದು, ಈ ಮೂಲಕ ಜಿಲ್ಲೆಯ ಒಟ್ಟು ಸೋಂಕಿತರ ಸಂಖ್ಯೆ 22,638ಕ್ಕೆ ಏರಿಕೆಯಾಗಿದೆ. ಹಾಗೆಯೇ ಗುಣಮುಖರಾದವರ ಸಂಖ್ಯೆ 15,434ಕ್ಕೆ ಏರಿದೆ. ಜಿಲ್ಲೆಯ ವಿವಿಧ ಆಸ್ಪತ್ರೆಗಳಲ್ಲಿ ಸೋಂಕಿತರು ಚಿಕಿತ್ಸೆ ಪಡೆಯುತ್ತಿದ್ದು, ಮೃತರ ಸಂಖ್ಯೆಯೂ ಹೆಚ್ಚಾಗುತ್ತಿರುವುದು ಆತಂಕಕ್ಕೆ ಕಾರಣವಾಗಿದೆ. ರಾಜ್ಯದ ವಿವಿಧ ಜಿಲ್ಲೆಗಳಲ್ಲಿ ಪ್ರಕರಣಗಳು ವರದಿಯಾಗಿವೆ. bbox=[50, 590, 284, 623]
guest-story-col2: ಮೈಸೂರು, ಸೆ.8(ಎಂಟಿ)- ಲಾಕ್‌ಡೌನ್ ಅವಧಿಯ ಗೌರವಧನ ಪಾವತಿ ಸೇರಿದಂತೆ ವಿವಿಧ ಬೇಡಿಕೆ ಈಡೇರಿಕೆಗೆ ಆಗ್ರಹಿಸಿ ಅತಿಥಿ ಉಪನ್ಯಾಸಕರು ಪ್ರತಿಭಟನೆ ಮುಂದುವರಿಸಿದರು. ಸರ್ಕಾರ ತಕ್ಷಣ ಸ್ಪಂದಿಸಬೇಕು. ಸೇವಾ ಭದ್ರತೆ ಒದಗಿಸಬೇಕು ಎಂದು ಒತ್ತಾಯಿಸಿದರು. bbox=[292, 906, 410, 948]
kuvempu-strip bbox=[292, 1066, 910, 1088]
person-figure bbox=[307, 828, 333, 868]
sslc-headline-2: 7 ಅಧಿಕ ಅಂಕ: ಶಾಲೆಗೆ ಪ್ರಥಮ ಸ್ಥಾನ bbox=[94, 1035, 240, 1049]
lead-story-col1: ಮೈಸೂರು, ಸೆ.8(ಎಂಟಿವೈ)- ಅತಿವೃಷ್ಟಿಯಿಂದ ಬೆಳೆ ನಷ್ಟವಾಗಿರುವ ಪ್ರದೇಶಗಳಲ್ಲಿ ಸಮೀಕ್ಷೆ ನಡೆಸದ ಅಧಿಕಾರಿಗಳ ವಿರುದ್ಧ ಕ್ರಮ ಕೈಗೊಳ್ಳುವಂತೆ ಕೃಷಿ ಸಚಿವ ಬಿ.ಸಿ.ಪಾಟೀಲ್ ಸೂಚಿಸಿದರು. ಮೈಸೂರು ವಿಭಾಗದ ಜಿಲ್ಲೆಗಳ ಕೃಷಿ ಇಲಾಖೆ ಅಧಿಕಾರಿಗಳ ಪ್ರಗತಿ ಪರಿಶೀಲನಾ ಸಭೆಯಲ್ಲಿ ಮಾತನಾಡಿದ ಅವರು, ರೈತರ ಹೊಲಗಳಿಗೆ ಭೇಟಿ ನೀಡಿ ವಾಸ್ತವ ಸ್ಥಿತಿ ಅರಿಯದೆ ಕಚೇರಿಯಲ್ಲೇ ಕುಳಿತು ವರದಿ ನೀಡುವುದು ಸರಿಯಲ್ಲ. ಇಂತಹ ಅಧಿಕಾರಿಗಳನ್ನು ಸಹಿಸುವುದಿಲ್ಲ ಎಂದು ಎಚ್ಚರಿಕೆ ನೀಡಿದರು. ಕೃಷಿ ಇಲಾಖೆ ಅಧಿಕಾರಿಗಳು ರೈತರ ಸಮಸ್ಯೆಗಳಿಗೆ ಸ್ಪಂದಿಸಬೇಕು. ಬಿತ್ತನೆ ಬೀಜ, ರಸಗೊಬ್ಬರ ವಿತರಣೆಯಲ್ಲಿ ಯಾವುದೇ ಲೋಪವಾಗಬಾರದು. ಬೆಳೆ ವಿಮೆ ಯೋಜನೆ ಬಗ್ಗೆ ರೈತರಲ್ಲಿ ಜಾಗೃತಿ ಮೂಡಿಸಬೇಕು ಎಂದು ತಿಳಿಸಿದರು. bbox=[292, 162, 416, 264]
obituary-2-text: ಮೈಸೂರು, ಸೆ.8- ಮೈಸೂರು ತಾಲೂಕಿನ ನಿವಾಸಿ ಅವರು ಸೋಮವಾರ ನಿಧನರಾದರು. ಮೃತರು ಪುತ್ರರು, ಪುತ್ರಿಯರು ಸೇರಿದಂತೆ ಅಪಾರ ಬಂಧುಬಳಗವನ್ನು ಅಗಲಿದ್ದಾರೆ. ಮೃತರ ಅಂತ್ಯಕ್ರಿಯೆ ಸ್ವಗ್ರಾಮದಲ್ಲಿ ನೆರವೇರಿತು. bbox=[50, 1264, 225, 1289]
tractor-headline-2: ಡೀಸೆಲ್ ಪೂರೈಕೆಗೆ ಚಿಂತನೆ bbox=[91, 108, 249, 130]
dasara-story-cont: ಮೈಸೂರು, ಸೆ.8- ದಸರಾ ಮಹೋತ್ಸವ ಉದ್ಘಾಟನೆಗೆ ಖ್ಯಾತ ಹೃದ್ರೋಗ ತಜ್ಞ ಡಾ.ಸಿ.ಎನ್.ಮಂಜುನಾಥ್ ಅವರನ್ನು ಆಹ್ವಾನಿಸಬೇಕು ಎಂದು ವಿವಿಧ ಸಂಘಟನೆಗಳು ಒತ್ತಾಯಿಸಿವೆ. ಕೊರೊನಾ ಸಂದರ್ಭದಲ್ಲಿ ಅವರು ಸಲ್ಲಿಸಿದ ಸೇವೆ ಅನನ್ಯ ಎಂದು ಪ್ರಕಟಣೆಯಲ್ಲಿ ತಿಳಿಸಿದ್ದಾರೆ. bbox=[660, 878, 912, 903]
person-figure bbox=[703, 261, 739, 317]
lead-headline-line2: ನಿರ್ದೇಶಕ, ಸಹಾಯಕ ನಿರ್ದೇಶಕರ ಅಮಾನತಿಗೆ ಸೂಚನೆ bbox=[290, 114, 773, 144]
registration-mark-icon bbox=[465, 1400, 479, 1414]
student-shirt bbox=[55, 1101, 105, 1122]
drugs-story-col3: ಮೈಸೂರು, ಸೆ.8- ಸಿನಿಮಾ ರಂಗದಲ್ಲಿ ಡ್ರಗ್ ಮಾಫಿಯಾ ಹರಡಿರುವುದು ಆತಂಕಕಾರಿ ಬೆಳವಣಿಗೆಯಾಗಿದ್ದು, ಈ ಬಗ್ಗೆ ತನಿಖೆ ನಡೆಸಿ ತಪ್ಪಿತಸ್ಥರ ವಿರುದ್ಧ ಕಠಿಣ ಕ್ರಮ ಕೈಗೊಳ್ಳಲಾಗುವುದು ಎಂದು ಸಚಿವ ಬಿ.ಸಿ.ಪಾಟೀಲ್ ಹೇಳಿದರು. ಯುವಜನತೆ ಮಾದಕ ವಸ್ತುಗಳ ದಾಸರಾಗದಂತೆ ಎಚ್ಚರ ವಹಿಸಬೇಕು. ಯಾರೇ ಆಗಿರಲಿ ಮುಲಾಜಿಲ್ಲದೆ ಕ್ರಮ ಕೈಗೊಳ್ಳುವಂತೆ ಪೊಲೀಸರಿಗೆ ಸೂಚಿಸಲಾಗಿದೆ ಎಂದರು. bbox=[590, 526, 740, 576]
drugs-quote-text: ಮೈಸೂರು, ಸೆ.8- ಸಿನಿಮಾ ರಂಗದಲ್ಲಿ ಡ್ರಗ್ ಮಾಫಿಯಾ ಹರಡಿರುವುದು ಆತಂಕಕಾರಿ ಬೆಳವಣಿಗೆಯಾಗಿದ್ದು, ಈ ಬಗ್ಗೆ ತನಿಖೆ ನಡೆಸಿ ತಪ್ಪಿತಸ್ಥರ ವಿರುದ್ಧ ಕಠಿಣ ಕ್ರಮ ಕೈಗೊಳ್ಳಲಾಗುವುದು ಎಂದು ಸಚಿವ ಬಿ.ಸಿ.ಪಾಟೀಲ್ ಹೇಳಿದರು. ಯುವಜನತೆ ಮಾದಕ ವಸ್ತುಗಳ ದಾಸರಾಗದಂತೆ ಎಚ್ಚರ ವಹಿಸಬೇಕು. ಯಾರೇ ಆಗಿರಲಿ ಮುಲಾಜಿಲ್ಲದೆ ಕ್ರಮ ಕೈಗೊಳ್ಳುವಂತೆ ಪೊಲೀಸರಿಗೆ ಸೂಚಿಸಲಾಗಿದೆ ಎಂದರು. bbox=[425, 543, 582, 585]
doctor-photo bbox=[660, 786, 732, 874]
